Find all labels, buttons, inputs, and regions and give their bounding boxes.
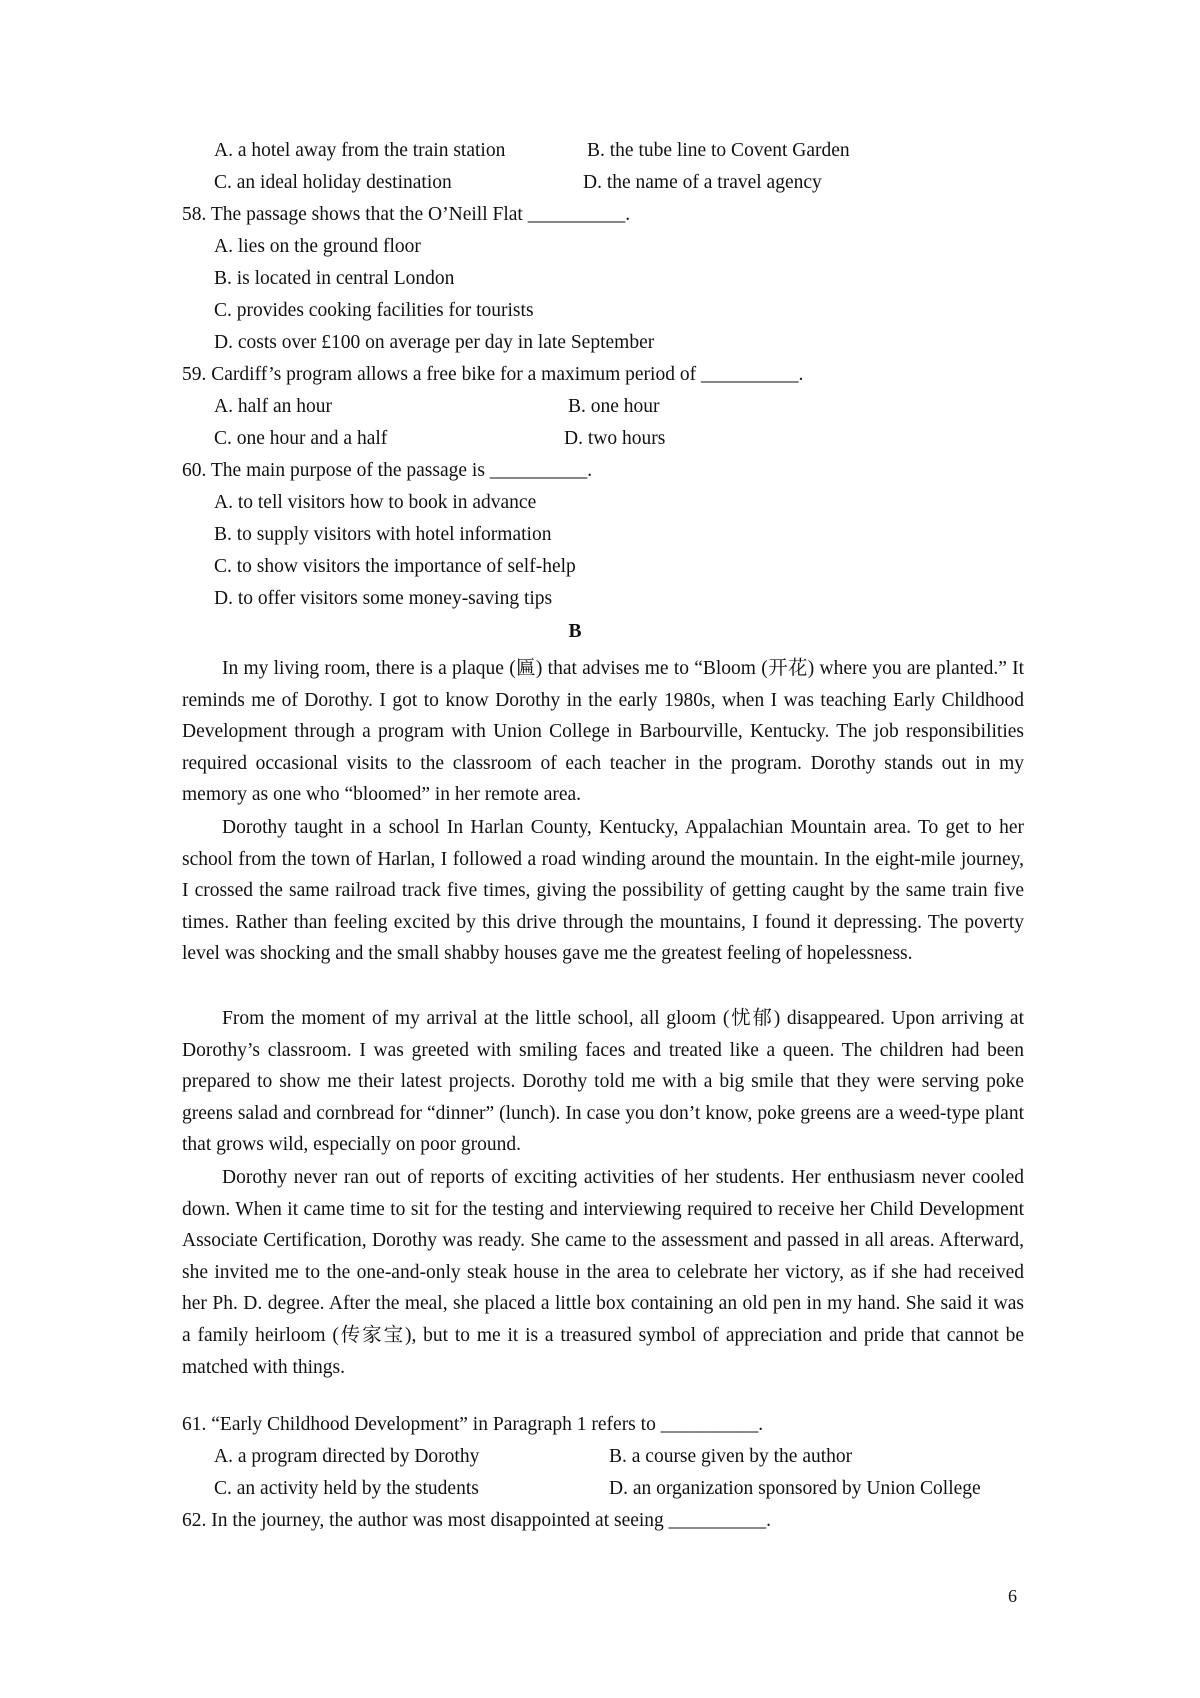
q61-option-b: B. a course given by the author bbox=[609, 1446, 853, 1467]
section-b-title: B bbox=[568, 621, 582, 642]
q62-stem: 62. In the journey, the author was most disappointed at seeing __________. bbox=[182, 1510, 772, 1531]
q59-stem: 59. Cardiff’s program allows a free bike for a maximum period of __________. bbox=[182, 364, 804, 385]
q60-stem: 60. The main purpose of the passage is __________. bbox=[182, 460, 593, 481]
q61-stem: 61. “Early Childhood Development” in Paragraph 1 refers to __________. bbox=[182, 1414, 764, 1435]
page-number: 6 bbox=[1008, 1586, 1017, 1606]
q57-option-a: A. a hotel away from the train station bbox=[214, 140, 506, 161]
q58-option-b: B. is located in central London bbox=[214, 268, 455, 289]
q61-option-c: C. an activity held by the students bbox=[214, 1478, 479, 1499]
q58-option-c: C. provides cooking facilities for tourists bbox=[214, 300, 534, 321]
passage-paragraph-3: From the moment of my arrival at the little school, all gloom (忧郁) disappeared. Upon arriving at Dorothy’s classroom. I was greeted with smiling faces and treated like a queen. The children had been prepared to show me their latest projects. Dorothy told me with a big smile that they were serving poke greens salad and cornbread for “dinner” (lunch). In case you don’t know, poke greens are a weed-type plant that grows wild, especially on poor ground. bbox=[182, 1008, 1024, 1156]
q59-option-d: D. two hours bbox=[564, 428, 666, 449]
q59-option-a: A. half an hour bbox=[214, 396, 333, 417]
q60-option-d: D. to offer visitors some money-saving tips bbox=[214, 588, 553, 609]
q58-stem: 58. The passage shows that the O’Neill Flat __________. bbox=[182, 204, 631, 225]
q59-option-c: C. one hour and a half bbox=[214, 428, 388, 449]
passage-paragraph-4: Dorothy never ran out of reports of exciting activities of her students. Her enthusiasm never cooled down. When it came time to sit for the testing and interviewing required to receive her Child Development Associate Certification, Dorothy was ready. She came to the assessment and passed in all areas. Afterward, she invited me to the one-and-only steak house in the area to celebrate her victory, as if she had received her Ph. D. degree. After the meal, she placed a little box containing an old pen in my hand. She said it was a family heirloom (传家宝), but to me it is a treasured symbol of appreciation and pride that cannot be matched with things. bbox=[182, 1167, 1024, 1378]
q58-option-a: A. lies on the ground floor bbox=[214, 236, 421, 257]
q57-option-d: D. the name of a travel agency bbox=[583, 172, 822, 193]
q57-option-b: B. the tube line to Covent Garden bbox=[587, 140, 850, 161]
passage-paragraph-2: Dorothy taught in a school In Harlan County, Kentucky, Appalachian Mountain area. To get to her school from the town of Harlan, I followed a road winding around the mountain. In the eight-mile journey, I crossed the same railroad track five times, giving the possibility of getting caught by the same train five times. Rather than feeling excited by this drive through the mountains, I found it depressing. The poverty level was shocking and the small shabby houses gave me the greatest feeling of hopelessness. bbox=[182, 817, 1024, 965]
q59-option-b: B. one hour bbox=[568, 396, 660, 417]
q61-option-a: A. a program directed by Dorothy bbox=[214, 1446, 480, 1467]
q61-option-d: D. an organization sponsored by Union College bbox=[609, 1478, 981, 1499]
q60-option-c: C. to show visitors the importance of self-help bbox=[214, 556, 576, 577]
q60-option-b: B. to supply visitors with hotel information bbox=[214, 524, 552, 545]
q58-option-d: D. costs over £100 on average per day in late September bbox=[214, 332, 655, 353]
q57-option-c: C. an ideal holiday destination bbox=[214, 172, 452, 193]
passage-paragraph-1: In my living room, there is a plaque (匾) that advises me to “Bloom (开花) where you are planted.” It reminds me of Dorothy. I got to know Dorothy in the early 1980s, when I was teaching Early Childhood Development through a program with Union College in Barbourville, Kentucky. The job responsibilities required occasional visits to the classroom of each teacher in the program. Dorothy stands out in my memory as one who “bloomed” in her remote area. bbox=[182, 658, 1024, 806]
q60-option-a: A. to tell visitors how to book in advance bbox=[214, 492, 537, 513]
